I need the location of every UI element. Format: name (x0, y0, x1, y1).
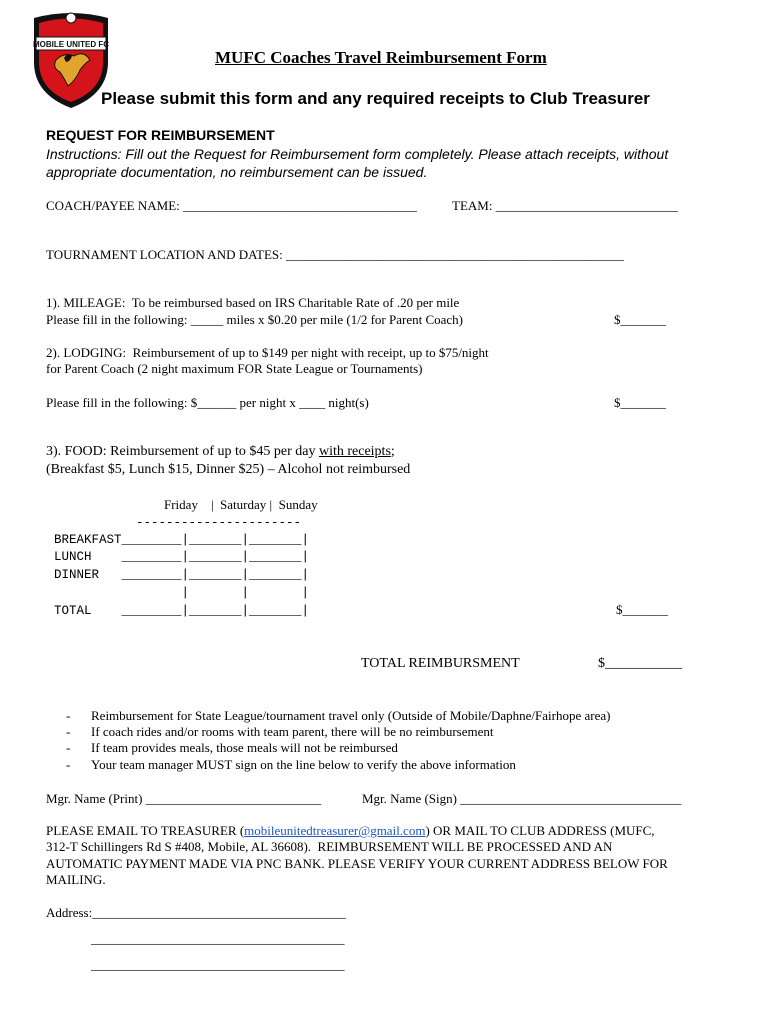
note-bullet: - (66, 740, 71, 755)
food-breakdown: (Breakfast $5, Lunch $15, Dinner $25) – Alcohol not reimbursed (46, 462, 411, 477)
lodging-description: 2). LODGING: Reimbursement of up to $149 per night with receipt, up to $75/night (46, 345, 489, 360)
note-item: If coach rides and/or rooms with team parent, there will be no reimbursement (91, 724, 494, 739)
mailing-line-4: MAILING. (46, 872, 106, 887)
manager-name-sign-field[interactable]: Mgr. Name (Sign) __________________________________ (362, 791, 682, 806)
request-heading: REQUEST FOR REIMBURSEMENT (46, 127, 275, 143)
mobile-united-fc-logo (30, 12, 112, 110)
treasurer-email-link[interactable]: mobileunitedtreasurer@gmail.com (244, 823, 426, 838)
food-row-total[interactable]: TOTAL ________|_______|_______| (54, 604, 310, 618)
manager-name-print-field[interactable]: Mgr. Name (Print) ___________________________ (46, 791, 322, 806)
with-receipts-text: with receipts (318, 444, 391, 459)
food-row-breakfast[interactable]: BREAKFAST________|_______|_______| (54, 533, 310, 547)
note-bullet: - (66, 757, 71, 772)
instructions-text: Instructions: Fill out the Request for Reimbursement form completely. Please attach receipts, without appropriate documentation, no reimbursement can be issued. (46, 146, 669, 180)
note-item: Your team manager MUST sign on the line below to verify the above information (91, 757, 516, 772)
mailing-prefix: PLEASE EMAIL TO TREASURER ( (46, 823, 245, 838)
note-item: If team provides meals, those meals will not be reimbursed (91, 740, 398, 755)
tournament-location-dates-field[interactable]: TOURNAMENT LOCATION AND DATES: ____________________________________________________ (46, 247, 625, 262)
mileage-description: 1). MILEAGE: To be reimbursed based on IRS Charitable Rate of .20 per mile (46, 295, 460, 310)
address-field[interactable]: Address:_______________________________________ (46, 905, 346, 920)
total-reimbursement-label: TOTAL REIMBURSMENT (361, 656, 520, 671)
food-suffix: ; (390, 444, 395, 459)
lodging-description-2: for Parent Coach (2 night maximum FOR State League or Tournaments) (46, 361, 423, 376)
address-line-2[interactable]: _______________________________________ (91, 931, 345, 946)
mileage-amount-field[interactable]: $_______ (614, 312, 666, 327)
logo-text: MOBILE UNITED FC (33, 40, 109, 49)
form-title: MUFC Coaches Travel Reimbursement Form (215, 48, 547, 67)
mailing-suffix: ) OR MAIL TO CLUB ADDRESS (MUFC, (425, 823, 655, 838)
mailing-line-1 (46, 823, 655, 839)
food-row-dinner[interactable]: DINNER ________|_______|_______| (54, 568, 310, 582)
food-total-amount-field[interactable]: $_______ (616, 602, 668, 617)
note-bullet: - (66, 708, 71, 723)
mailing-line-2: 312-T Schillingers Rd S #408, Mobile, AL 36608). REIMBURSEMENT WILL BE PROCESSED AND AN (46, 839, 613, 854)
food-text: 3). FOOD: Reimbursement of up to $45 per day (46, 444, 319, 459)
note-item: Reimbursement for State League/tournament travel only (Outside of Mobile/Daphne/Fairhope area) (91, 708, 611, 723)
food-row-lunch[interactable]: LUNCH ________|_______|_______| (54, 550, 310, 564)
lodging-fill-line[interactable]: Please fill in the following: $______ per night x ____ night(s) (46, 395, 369, 410)
address-line-3[interactable]: _______________________________________ (91, 957, 345, 972)
mileage-fill-line[interactable]: Please fill in the following: _____ miles x $0.20 per mile (1/2 for Parent Coach) (46, 312, 464, 327)
total-reimbursement-amount-field[interactable]: $___________ (598, 656, 682, 671)
team-field[interactable]: TEAM: ____________________________ (452, 198, 678, 213)
food-row-spacer: | | | (54, 586, 310, 600)
food-table-divider: ---------------------- (136, 516, 302, 530)
food-description (46, 444, 395, 460)
lodging-amount-field[interactable]: $_______ (614, 395, 666, 410)
mailing-line-3: AUTOMATIC PAYMENT MADE VIA PNC BANK. PLEASE VERIFY YOUR CURRENT ADDRESS BELOW FOR (46, 856, 668, 871)
food-table-header: Friday | Saturday | Sunday (164, 497, 318, 512)
form-subtitle: Please submit this form and any required receipts to Club Treasurer (101, 89, 650, 108)
coach-payee-name-field[interactable]: COACH/PAYEE NAME: ____________________________________ (46, 198, 418, 213)
note-bullet: - (66, 724, 71, 739)
